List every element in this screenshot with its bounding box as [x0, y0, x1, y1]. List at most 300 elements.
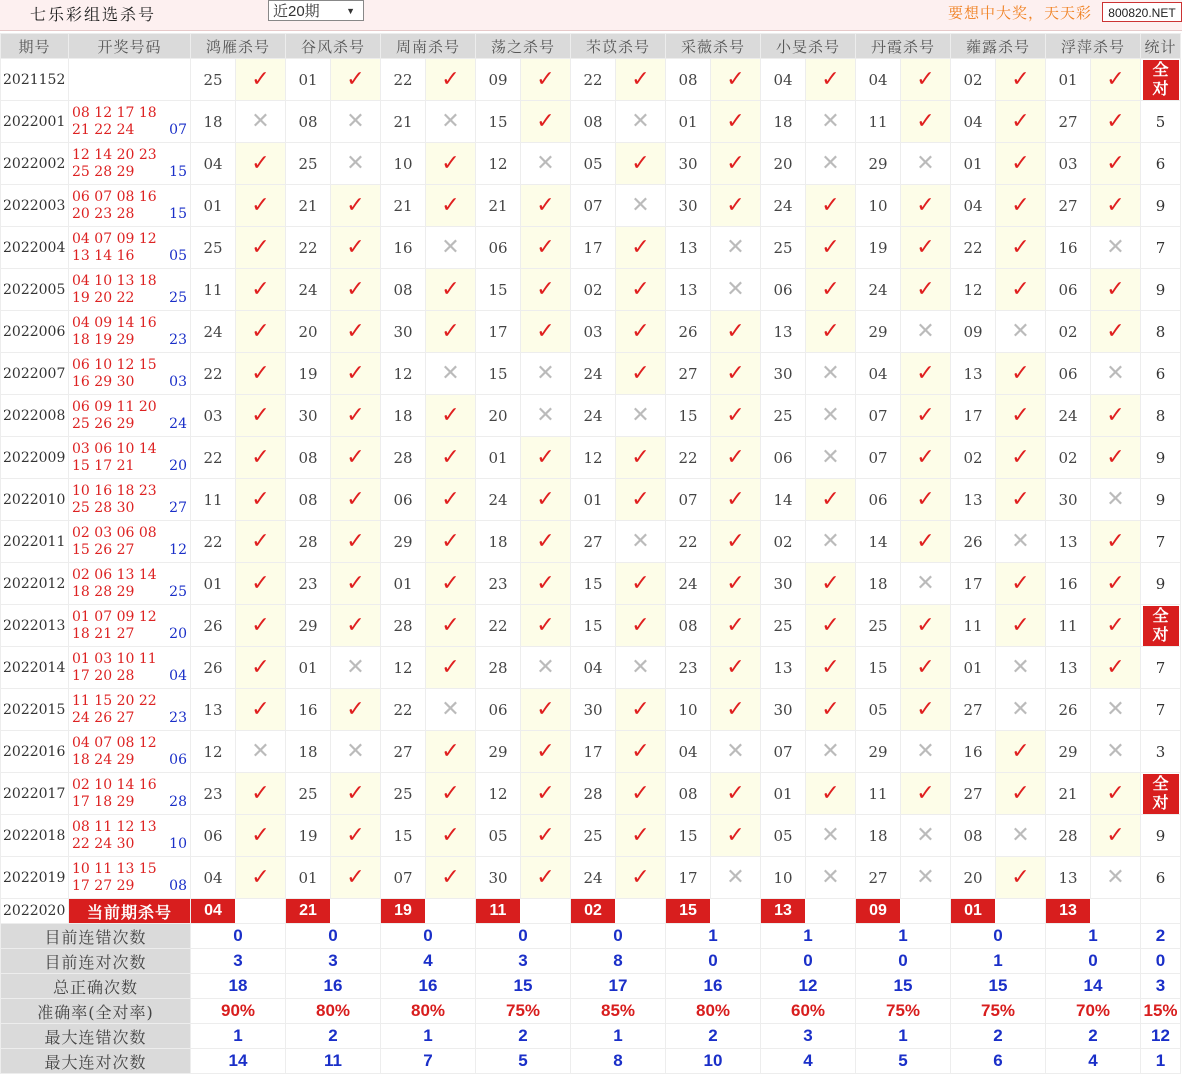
check-icon: ✓ [616, 311, 666, 353]
kill-number: 08 [286, 479, 331, 521]
check-icon: ✓ [236, 59, 286, 101]
draw-number: 30 [116, 835, 135, 852]
special-number: 25 [169, 583, 187, 600]
kill-number: 07 [571, 185, 616, 227]
check-icon: ✓ [521, 101, 571, 143]
kill-number: 23 [476, 563, 521, 605]
summary-value: 4 [1046, 1049, 1141, 1074]
kill-number: 18 [286, 731, 331, 773]
kill-number: 17 [951, 395, 996, 437]
summary-value: 15 [476, 974, 571, 999]
kill-number: 26 [1046, 689, 1091, 731]
kill-number: 06 [1046, 353, 1091, 395]
draw-number: 23 [138, 482, 157, 499]
kill-number: 22 [381, 59, 426, 101]
draw-number: 20 [138, 398, 157, 415]
table-row [1, 437, 1181, 479]
check-icon: ✓ [616, 479, 666, 521]
col-header-expert: 丹霞杀号 [856, 34, 951, 59]
draw-numbers-cell [69, 227, 191, 269]
kill-number: 02 [1046, 437, 1091, 479]
issue-cell: 2022013 [1, 605, 69, 647]
check-icon: ✓ [331, 605, 381, 647]
kill-number: 17 [571, 227, 616, 269]
draw-number: 27 [116, 625, 135, 642]
table-row [1, 689, 1181, 731]
kill-number: 22 [476, 605, 521, 647]
kill-number: 06 [191, 815, 236, 857]
draw-number: 08 [116, 734, 135, 751]
current-kill-cell [571, 899, 666, 924]
summary-value: 80% [666, 999, 761, 1024]
kill-number: 24 [571, 353, 616, 395]
draw-number: 28 [116, 667, 135, 684]
draw-numbers-line1 [69, 483, 190, 500]
draw-number: 25 [72, 163, 90, 180]
draw-number: 19 [94, 331, 113, 348]
draw-number: 16 [72, 373, 90, 390]
kill-number: 29 [381, 521, 426, 563]
check-icon: ✓ [331, 815, 381, 857]
check-icon: ✓ [426, 143, 476, 185]
check-icon: ✓ [426, 857, 476, 899]
kill-number: 18 [856, 563, 901, 605]
kill-number: 18 [476, 521, 521, 563]
summary-value: 5 [476, 1049, 571, 1074]
kill-number: 26 [191, 647, 236, 689]
kill-number: 08 [571, 101, 616, 143]
current-kill-cell [476, 899, 571, 924]
col-header-issue: 期号 [1, 34, 69, 59]
check-icon: ✓ [711, 59, 761, 101]
draw-number: 29 [116, 583, 135, 600]
kill-number: 01 [286, 59, 331, 101]
kill-number: 25 [761, 605, 806, 647]
draw-numbers-line1 [69, 399, 190, 416]
draw-number: 06 [72, 188, 90, 205]
summary-value: 16 [381, 974, 476, 999]
summary-value: 10 [666, 1049, 761, 1074]
draw-number: 10 [72, 860, 90, 877]
summary-row [1, 1024, 1181, 1049]
check-icon: ✓ [996, 605, 1046, 647]
kill-number: 02 [571, 269, 616, 311]
issue-cell: 2022007 [1, 353, 69, 395]
kill-number: 16 [381, 227, 426, 269]
cross-icon: ✕ [1091, 227, 1141, 269]
kill-number: 22 [191, 353, 236, 395]
draw-number: 17 [72, 877, 90, 894]
draw-number: 10 [116, 440, 135, 457]
draw-number: 07 [94, 188, 113, 205]
stat-cell: 3 [1141, 731, 1181, 773]
kill-number: 23 [191, 773, 236, 815]
kill-number: 24 [476, 479, 521, 521]
summary-value: 1 [191, 1024, 286, 1049]
kill-number: 04 [951, 101, 996, 143]
issue-cell: 2022019 [1, 857, 69, 899]
draw-numbers-line1 [69, 693, 190, 710]
check-icon: ✓ [616, 563, 666, 605]
all-right-char: 全 [1152, 605, 1169, 625]
table-row [1, 185, 1181, 227]
special-number: 15 [169, 163, 187, 180]
kill-number: 17 [571, 731, 616, 773]
draw-numbers-line1 [69, 651, 190, 668]
draw-number: 03 [72, 440, 90, 457]
draw-numbers-line1 [69, 357, 190, 374]
draw-number: 11 [94, 818, 113, 835]
kill-number: 08 [951, 815, 996, 857]
draw-numbers-line1 [69, 189, 190, 206]
check-icon: ✓ [616, 437, 666, 479]
check-icon: ✓ [616, 773, 666, 815]
check-icon: ✓ [806, 185, 856, 227]
kill-number: 30 [761, 563, 806, 605]
kill-number: 24 [1046, 395, 1091, 437]
site-badge[interactable]: 800820.NET [1102, 2, 1182, 22]
check-icon: ✓ [521, 521, 571, 563]
kill-number: 15 [476, 353, 521, 395]
kill-number: 19 [286, 353, 331, 395]
check-icon: ✓ [616, 605, 666, 647]
cross-icon: ✕ [521, 647, 571, 689]
check-icon: ✓ [996, 731, 1046, 773]
stat-cell: 6 [1141, 857, 1181, 899]
kill-number: 30 [476, 857, 521, 899]
kill-number: 01 [761, 773, 806, 815]
check-icon: ✓ [236, 815, 286, 857]
kill-number: 25 [286, 773, 331, 815]
draw-numbers-line2 [69, 122, 190, 139]
draw-number: 18 [72, 583, 90, 600]
check-icon: ✓ [521, 269, 571, 311]
check-icon: ✓ [426, 395, 476, 437]
draw-number: 10 [94, 356, 113, 373]
draw-number: 14 [116, 776, 135, 793]
summary-value: 80% [381, 999, 476, 1024]
kill-number: 18 [381, 395, 426, 437]
check-icon: ✓ [711, 689, 761, 731]
cross-icon: ✕ [806, 731, 856, 773]
summary-value: 8 [571, 949, 666, 974]
draw-number: 18 [138, 104, 157, 121]
current-issue: 2022020 [1, 899, 69, 924]
all-right-badge [1143, 60, 1179, 100]
all-right-char: 对 [1152, 78, 1169, 98]
draw-number: 12 [116, 818, 135, 835]
draw-numbers-cell [69, 185, 191, 227]
draw-number: 29 [116, 877, 135, 894]
summary-value: 0 [381, 924, 476, 949]
kill-number: 21 [476, 185, 521, 227]
draw-number: 16 [138, 776, 157, 793]
summary-value: 75% [476, 999, 571, 1024]
check-icon: ✓ [521, 689, 571, 731]
kill-number: 12 [951, 269, 996, 311]
special-number: 07 [169, 121, 187, 138]
kill-number: 24 [856, 269, 901, 311]
draw-number: 14 [94, 146, 113, 163]
check-icon: ✓ [616, 59, 666, 101]
kill-number: 01 [191, 563, 236, 605]
kill-number: 18 [856, 815, 901, 857]
draw-numbers-cell [69, 521, 191, 563]
draw-number: 17 [72, 793, 90, 810]
check-icon: ✓ [236, 185, 286, 227]
table-row [1, 647, 1181, 689]
draw-number: 20 [116, 692, 135, 709]
table-row [1, 857, 1181, 899]
draw-number: 15 [138, 356, 157, 373]
check-icon: ✓ [901, 773, 951, 815]
kill-number: 12 [476, 143, 521, 185]
summary-value: 12 [761, 974, 856, 999]
issue-cell: 2022017 [1, 773, 69, 815]
issue-cell: 2021152 [1, 59, 69, 101]
check-icon: ✓ [1091, 101, 1141, 143]
draw-number: 22 [138, 692, 157, 709]
all-right-char: 全 [1152, 59, 1169, 79]
draw-number: 15 [72, 541, 90, 558]
current-kill-number: 02 [571, 899, 615, 923]
table-row [1, 395, 1181, 437]
cross-icon: ✕ [996, 815, 1046, 857]
stat-cell: 9 [1141, 563, 1181, 605]
check-icon: ✓ [996, 773, 1046, 815]
kill-number: 01 [951, 647, 996, 689]
check-icon: ✓ [1091, 521, 1141, 563]
draw-number: 08 [72, 818, 90, 835]
summary-value: 8 [571, 1049, 666, 1074]
draw-number: 21 [94, 625, 113, 642]
draw-numbers-line1 [69, 231, 190, 248]
header-row [1, 34, 1181, 59]
kill-number: 25 [761, 227, 806, 269]
kill-number: 15 [666, 395, 711, 437]
check-icon: ✓ [521, 185, 571, 227]
kill-number: 15 [476, 101, 521, 143]
summary-row [1, 949, 1181, 974]
summary-row [1, 974, 1181, 999]
check-icon: ✓ [521, 773, 571, 815]
kill-number: 27 [1046, 101, 1091, 143]
col-header-expert: 采薇杀号 [666, 34, 761, 59]
check-icon: ✓ [521, 605, 571, 647]
summary-value: 14 [1046, 974, 1141, 999]
kill-number: 29 [856, 311, 901, 353]
kill-number: 08 [666, 605, 711, 647]
draw-numbers-cell [69, 101, 191, 143]
check-icon: ✓ [901, 59, 951, 101]
draw-numbers-line1 [69, 105, 190, 122]
kill-number: 24 [761, 185, 806, 227]
special-number: 27 [169, 499, 187, 516]
draw-number: 11 [94, 860, 113, 877]
stat-cell: 8 [1141, 311, 1181, 353]
check-icon: ✓ [616, 143, 666, 185]
draw-numbers-cell [69, 605, 191, 647]
draw-number: 20 [94, 667, 113, 684]
kill-number: 06 [761, 437, 806, 479]
check-icon: ✓ [616, 857, 666, 899]
kill-number: 27 [1046, 185, 1091, 227]
issue-cell: 2022010 [1, 479, 69, 521]
period-select[interactable] [268, 0, 364, 21]
cross-icon: ✕ [1091, 731, 1141, 773]
cross-icon: ✕ [806, 101, 856, 143]
kill-number: 04 [571, 647, 616, 689]
check-icon: ✓ [1091, 605, 1141, 647]
col-header-expert: 谷风杀号 [286, 34, 381, 59]
draw-number: 14 [94, 247, 113, 264]
kill-number: 23 [286, 563, 331, 605]
cross-icon: ✕ [1091, 353, 1141, 395]
col-header-numbers: 开奖号码 [69, 34, 191, 59]
check-icon: ✓ [996, 269, 1046, 311]
stat-cell: 9 [1141, 437, 1181, 479]
check-icon: ✓ [521, 227, 571, 269]
draw-number: 25 [72, 499, 90, 516]
draw-number: 25 [72, 415, 90, 432]
kill-number: 04 [856, 353, 901, 395]
check-icon: ✓ [901, 395, 951, 437]
check-icon: ✓ [331, 773, 381, 815]
special-number: 10 [169, 835, 187, 852]
issue-cell: 2022001 [1, 101, 69, 143]
check-icon: ✓ [996, 353, 1046, 395]
kill-number: 01 [571, 479, 616, 521]
kill-number: 18 [191, 101, 236, 143]
draw-numbers-line2 [69, 836, 190, 853]
draw-number: 13 [72, 247, 90, 264]
check-icon: ✓ [521, 731, 571, 773]
special-number: 12 [169, 541, 187, 558]
draw-numbers-cell [69, 437, 191, 479]
draw-number: 13 [138, 818, 157, 835]
draw-number: 04 [72, 272, 90, 289]
draw-number: 06 [94, 566, 113, 583]
draw-numbers-line2 [69, 794, 190, 811]
check-icon: ✓ [711, 815, 761, 857]
check-icon: ✓ [616, 269, 666, 311]
cross-icon: ✕ [806, 395, 856, 437]
summary-label: 目前连错次数 [1, 924, 191, 949]
summary-value: 1 [1046, 924, 1141, 949]
draw-number: 06 [94, 440, 113, 457]
current-kill-number: 09 [856, 899, 900, 923]
current-kill-cell [191, 899, 286, 924]
all-right-badge [1143, 774, 1179, 814]
check-icon: ✓ [236, 857, 286, 899]
special-number: 28 [169, 793, 187, 810]
draw-number: 29 [116, 331, 135, 348]
check-icon: ✓ [996, 227, 1046, 269]
draw-numbers-line1 [69, 273, 190, 290]
check-icon: ✓ [806, 269, 856, 311]
special-number: 04 [169, 667, 187, 684]
draw-numbers-line1 [69, 147, 190, 164]
kill-number: 27 [666, 353, 711, 395]
kill-number: 26 [666, 311, 711, 353]
check-icon: ✓ [901, 227, 951, 269]
issue-cell: 2022016 [1, 731, 69, 773]
summary-value: 1 [571, 1024, 666, 1049]
table-row [1, 353, 1181, 395]
kill-number: 06 [856, 479, 901, 521]
kill-number-table [0, 33, 1181, 1074]
check-icon: ✓ [236, 353, 286, 395]
check-icon: ✓ [331, 521, 381, 563]
draw-number: 22 [94, 121, 113, 138]
cross-icon: ✕ [806, 521, 856, 563]
draw-numbers-line2 [69, 668, 190, 685]
kill-number: 27 [951, 773, 996, 815]
draw-numbers-cell [69, 815, 191, 857]
issue-cell: 2022003 [1, 185, 69, 227]
draw-number: 27 [94, 877, 113, 894]
check-icon: ✓ [521, 563, 571, 605]
check-icon: ✓ [996, 395, 1046, 437]
draw-number: 29 [116, 793, 135, 810]
kill-number: 08 [666, 59, 711, 101]
special-number: 24 [169, 415, 187, 432]
kill-number: 30 [286, 395, 331, 437]
check-icon: ✓ [1091, 437, 1141, 479]
summary-value: 6 [951, 1049, 1046, 1074]
kill-number: 18 [761, 101, 806, 143]
check-icon: ✓ [1091, 773, 1141, 815]
check-icon: ✓ [1091, 395, 1141, 437]
summary-value: 2 [286, 1024, 381, 1049]
kill-number: 24 [286, 269, 331, 311]
kill-number: 09 [476, 59, 521, 101]
cross-icon: ✕ [806, 353, 856, 395]
check-icon: ✓ [1091, 311, 1141, 353]
cross-icon: ✕ [1091, 857, 1141, 899]
kill-number: 08 [286, 101, 331, 143]
draw-numbers-line2 [69, 626, 190, 643]
table-row [1, 815, 1181, 857]
kill-number: 05 [761, 815, 806, 857]
col-header-stat: 统计 [1141, 34, 1181, 59]
draw-number: 17 [72, 667, 90, 684]
summary-value: 75% [856, 999, 951, 1024]
cross-icon: ✕ [711, 857, 761, 899]
draw-numbers-line1 [69, 609, 190, 626]
draw-number: 12 [138, 230, 157, 247]
kill-number: 16 [1046, 563, 1091, 605]
summary-value: 0 [666, 949, 761, 974]
kill-number: 11 [856, 101, 901, 143]
kill-number: 06 [476, 689, 521, 731]
kill-number: 29 [476, 731, 521, 773]
check-icon: ✓ [426, 563, 476, 605]
kill-number: 29 [1046, 731, 1091, 773]
draw-number: 19 [72, 289, 90, 306]
check-icon: ✓ [236, 563, 286, 605]
draw-number: 10 [94, 776, 113, 793]
check-icon: ✓ [616, 689, 666, 731]
draw-numbers-line2 [69, 878, 190, 895]
draw-number: 21 [72, 121, 90, 138]
check-icon: ✓ [236, 479, 286, 521]
check-icon: ✓ [236, 521, 286, 563]
draw-number: 12 [94, 104, 113, 121]
issue-cell: 2022004 [1, 227, 69, 269]
check-icon: ✓ [616, 815, 666, 857]
all-right-char: 对 [1152, 624, 1169, 644]
